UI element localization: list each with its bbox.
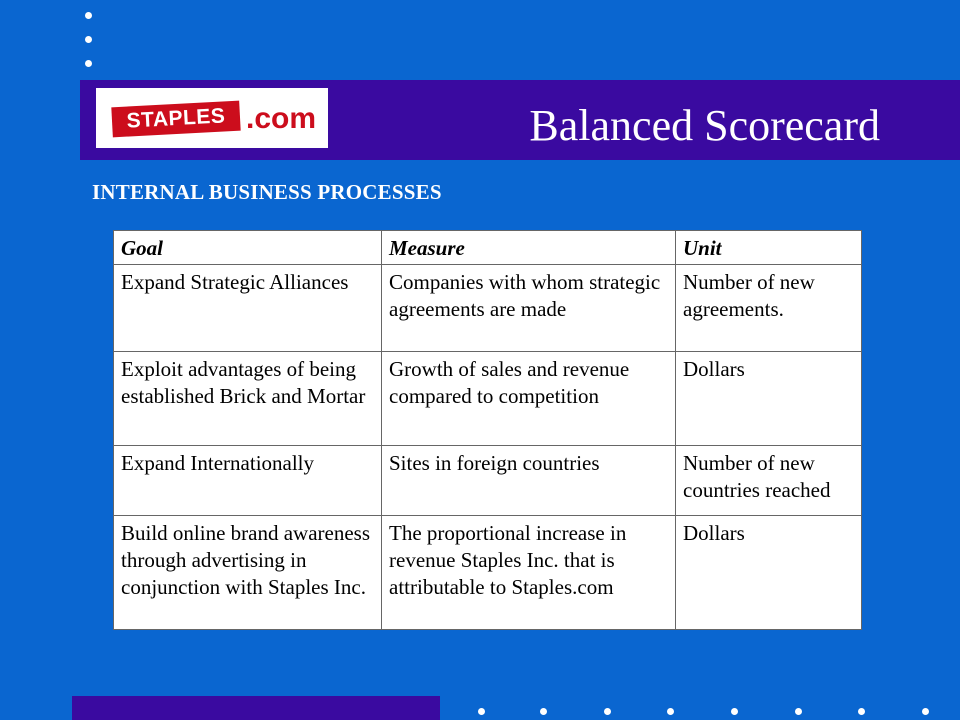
cell-unit: Dollars [676,352,862,446]
decor-dot [795,708,802,715]
table-row [114,352,862,446]
cell-unit: Number of new agreements. [676,265,862,352]
cell-measure: Growth of sales and revenue compared to competition [382,352,676,446]
table-header-row [114,231,862,265]
table-row [114,446,862,516]
decor-dot [667,708,674,715]
decor-dot [922,708,929,715]
staples-logo [96,88,328,148]
decor-dot [540,708,547,715]
slide-subtitle: INTERNAL BUSINESS PROCESSES [92,180,442,204]
logo-suffix-text: .com [246,102,317,135]
cell-goal: Build online brand awareness through advertising in conjunction with Staples Inc. [114,516,382,630]
cell-goal: Expand Strategic Alliances [114,265,382,352]
decor-dot [478,708,485,715]
decor-dot [731,708,738,715]
header-measure: Measure [382,231,676,265]
table-row [114,516,862,630]
footer-bar [72,696,440,720]
table-row [114,265,862,352]
cell-measure: The proportional increase in revenue Staples Inc. that is attributable to Staples.com [382,516,676,630]
cell-unit: Number of new countries reached [676,446,862,516]
header-unit: Unit [676,231,862,265]
cell-goal: Exploit advantages of being established Brick and Mortar [114,352,382,446]
decor-dot [604,708,611,715]
decor-dot [858,708,865,715]
cell-measure: Companies with whom strategic agreements are made [382,265,676,352]
decor-dot [85,12,92,19]
decor-dot [85,60,92,67]
scorecard-table [113,230,862,630]
decor-dot [85,36,92,43]
slide-title: Balanced Scorecard [529,101,880,150]
cell-measure: Sites in foreign countries [382,446,676,516]
logo-red-box [111,101,240,138]
header-goal: Goal [114,231,382,265]
cell-goal: Expand Internationally [114,446,382,516]
logo-brand-text: STAPLES [126,104,226,133]
cell-unit: Dollars [676,516,862,630]
